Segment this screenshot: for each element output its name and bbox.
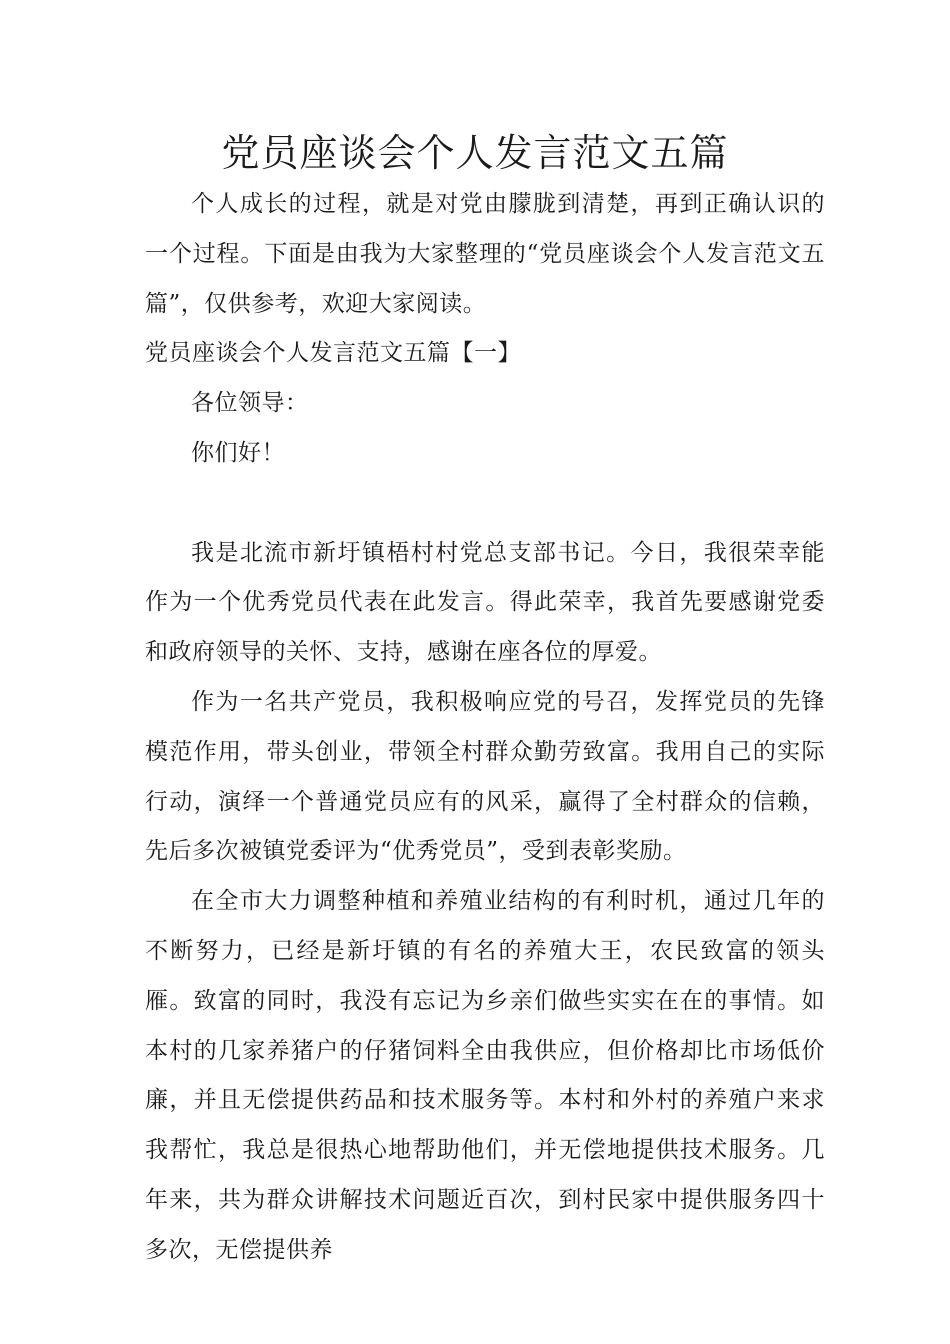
- section-heading: 党员座谈会个人发言范文五篇【一】: [145, 340, 521, 367]
- greeting: 你们好！: [191, 439, 285, 466]
- body-paragraph-2: 作为一名共产党员，我积极响应党的号召，发挥党员的先锋模范作用，带头创业，带领全村群众勤劳致富。我用自己的实际行动，演绎一个普通党员应有的风采，赢得了全村群众的信赖，先后多次被镇党委评为“优秀党员”，受到表彰奖励。: [145, 688, 825, 865]
- document-body: [145, 180, 825, 1276]
- body-paragraph-3: 在全市大力调整种植和养殖业结构的有利时机，通过几年的不断努力，已经是新圩镇的有名的养殖大王，农民致富的领头雁。致富的同时，我没有忘记为乡亲们做些实实在在的事情。如本村的几家养猪户的仔猪饲料全由我供应，但价格却比市场低价廉，并且无偿提供药品和技术服务等。本村和外村的养殖户来求我帮忙，我总是很热心地帮助他们，并无偿地提供技术服务。几年来，共为群众讲解技术问题近百次，到村民家中提供服务四十多次，无偿提供养: [145, 888, 825, 1263]
- intro-paragraph: 个人成长的过程，就是对党由朦胧到清楚，再到正确认识的一个过程。下面是由我为大家整理的“党员座谈会个人发言范文五篇”，仅供参考，欢迎大家阅读。: [145, 191, 825, 317]
- salutation: 各位领导：: [191, 390, 309, 417]
- body-paragraph-1: 我是北流市新圩镇梧村村党总支部书记。今日，我很荣幸能作为一个优秀党员代表在此发言。得此荣幸，我首先要感谢党委和政府领导的关怀、支持，感谢在座各位的厚爱。: [145, 539, 825, 666]
- document-title: 党员座谈会个人发言范文五篇: [221, 131, 729, 175]
- blank-line: [145, 479, 825, 529]
